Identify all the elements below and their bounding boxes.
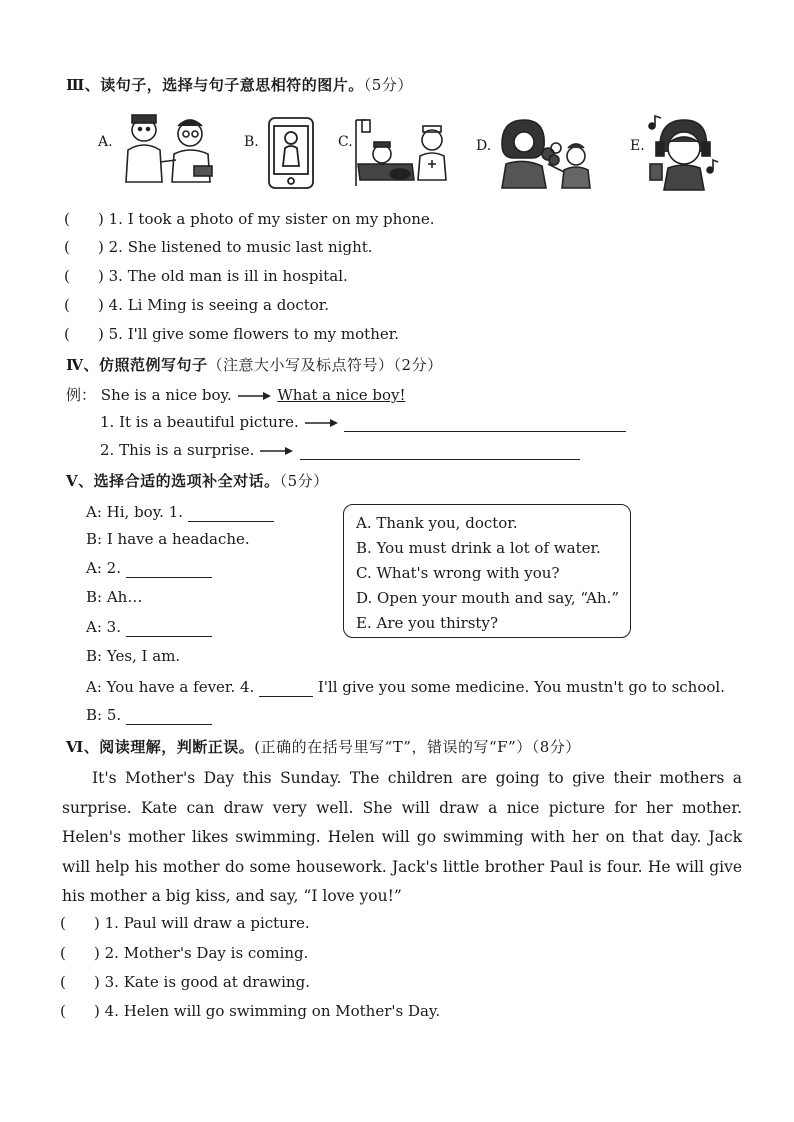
dialogue-line-5 xyxy=(86,618,212,637)
question-text: 1. Paul will draw a picture. xyxy=(104,914,310,932)
section6-note: (正确的在括号里写“T”，错误的写“F”） xyxy=(254,738,532,756)
dialogue-text-after: I'll give you some medicine. You mustn't go to school. xyxy=(317,678,725,696)
answer-bracket[interactable]: ( xyxy=(60,1002,66,1020)
bracket-close: ) xyxy=(94,914,100,932)
arrow-right-icon xyxy=(237,391,273,401)
question-text: 2. Mother's Day is coming. xyxy=(104,944,309,962)
section6-item-3 xyxy=(60,973,310,991)
section4-item-2 xyxy=(100,441,580,460)
answer-bracket[interactable]: ( xyxy=(64,267,70,285)
section6-title: Ⅵ、阅读理解，判断正误。 xyxy=(66,738,255,756)
bracket-close: ) xyxy=(94,973,100,991)
dialogue-line-4 xyxy=(86,588,142,606)
picture-label-a: A. xyxy=(98,134,113,150)
dialogue-line-6 xyxy=(86,647,180,665)
section6-points: （8分） xyxy=(531,738,581,756)
dialogue-line-1 xyxy=(86,503,274,522)
section4-points: （2分） xyxy=(393,356,443,374)
doctor-patient-icon xyxy=(116,110,220,188)
dialogue-text: B: I have a headache. xyxy=(86,530,250,548)
answer-bracket[interactable]: ( xyxy=(64,296,70,314)
music-listening-icon xyxy=(644,112,720,192)
section4-title: Ⅳ、仿照范例写句子 xyxy=(66,356,208,374)
question-text: 2. She listened to music last night. xyxy=(108,238,373,256)
question-text: 3. The old man is ill in hospital. xyxy=(108,267,348,285)
option-text: You must drink a lot of water. xyxy=(376,539,601,557)
option-letter: E. xyxy=(356,614,372,632)
section3-item-1 xyxy=(64,210,435,228)
answer-bracket[interactable]: ( xyxy=(60,973,66,991)
option-letter: C. xyxy=(356,564,372,582)
option-b xyxy=(356,536,630,561)
bracket-close: ) xyxy=(98,210,104,228)
example-label: 例： xyxy=(66,386,97,404)
bracket-close: ) xyxy=(98,325,104,343)
section5-title: Ⅴ、选择合适的选项补全对话。 xyxy=(66,472,280,490)
flowers-mother-icon xyxy=(492,114,600,190)
answer-line[interactable] xyxy=(126,618,212,637)
section3-heading xyxy=(66,74,413,95)
phone-photo-icon xyxy=(266,116,316,190)
question-text: 5. I'll give some flowers to my mother. xyxy=(108,325,400,343)
answer-bracket[interactable]: ( xyxy=(64,210,70,228)
options-box xyxy=(343,504,631,638)
option-letter: D. xyxy=(356,589,373,607)
dialogue-line-2 xyxy=(86,530,250,548)
dialogue-text: A: You have a fever. 4. xyxy=(86,678,255,696)
dialogue-text: A: 2. xyxy=(86,559,121,577)
option-text: Thank you, doctor. xyxy=(376,514,518,532)
section3-item-2 xyxy=(64,238,373,256)
section4-heading xyxy=(66,354,443,375)
bracket-close: ) xyxy=(94,944,100,962)
option-e xyxy=(356,611,630,636)
section5-points: （5分） xyxy=(279,472,329,490)
dialogue-text: B: Ah… xyxy=(86,588,143,606)
dialogue-line-7 xyxy=(86,678,725,697)
answer-line[interactable] xyxy=(126,559,212,578)
example-answer: What a nice boy! xyxy=(277,386,406,404)
answer-bracket[interactable]: ( xyxy=(64,325,70,343)
passage-text: It's Mother's Day this Sunday. The children are going to give their mothers a surprise. Kate can draw very well. She will draw a nice picture for her mother. Helen's mother likes swimming. Helen will go swimming with her on that day. Jack will help his mother do some housework. Jack's little brother Paul is four. He will give his mother a big kiss, and say, “I love you!” xyxy=(62,769,742,905)
answer-line[interactable] xyxy=(259,678,313,697)
question-text: 1. It is a beautiful picture. xyxy=(100,413,299,431)
option-d xyxy=(356,586,630,611)
section3-points: （5分） xyxy=(363,76,413,94)
section6-item-2 xyxy=(60,944,308,962)
section3-item-3 xyxy=(64,267,348,285)
dialogue-text: A: Hi, boy. 1. xyxy=(86,503,184,521)
answer-bracket[interactable]: ( xyxy=(64,238,70,256)
bracket-close: ) xyxy=(98,267,104,285)
question-text: 2. This is a surprise. xyxy=(100,441,255,459)
answer-line[interactable] xyxy=(300,441,580,460)
bracket-close: ) xyxy=(94,1002,100,1020)
dialogue-line-8 xyxy=(86,706,212,725)
option-text: What's wrong with you? xyxy=(376,564,560,582)
option-a xyxy=(356,511,630,536)
answer-bracket[interactable]: ( xyxy=(60,914,66,932)
question-text: 1. I took a photo of my sister on my phone. xyxy=(108,210,435,228)
example-text: She is a nice boy. xyxy=(100,386,232,404)
section4-item-1 xyxy=(100,413,626,432)
hospital-bed-icon xyxy=(352,114,456,188)
option-text: Open your mouth and say, “Ah.” xyxy=(377,589,620,607)
option-letter: B. xyxy=(356,539,372,557)
picture-label-d: D. xyxy=(476,138,492,154)
section3-item-4 xyxy=(64,296,329,314)
bracket-close: ) xyxy=(98,296,104,314)
dialogue-text: A: 3. xyxy=(86,618,121,636)
answer-line[interactable] xyxy=(188,503,274,522)
arrow-right-icon xyxy=(304,418,340,428)
option-c xyxy=(356,561,630,586)
section4-note: （注意大小写及标点符号） xyxy=(207,356,394,374)
bracket-close: ) xyxy=(98,238,104,256)
arrow-right-icon xyxy=(259,446,295,456)
reading-passage xyxy=(62,764,742,912)
section3-item-5 xyxy=(64,325,399,343)
picture-label-b: B. xyxy=(244,134,259,150)
dialogue-text: B: 5. xyxy=(86,706,122,724)
question-text: 4. Li Ming is seeing a doctor. xyxy=(108,296,330,314)
answer-line[interactable] xyxy=(126,706,212,725)
option-letter: A. xyxy=(356,514,372,532)
dialogue-line-3 xyxy=(86,559,212,578)
question-text: 3. Kate is good at drawing. xyxy=(104,973,310,991)
section6-item-4 xyxy=(60,1002,440,1020)
answer-bracket[interactable]: ( xyxy=(60,944,66,962)
section4-example xyxy=(66,384,405,405)
picture-label-e: E. xyxy=(630,138,645,154)
dialogue-text: B: Yes, I am. xyxy=(86,647,181,665)
question-text: 4. Helen will go swimming on Mother's Day. xyxy=(104,1002,441,1020)
section6-heading xyxy=(66,736,581,757)
section3-title: Ⅲ、读句子，选择与句子意思相符的图片。 xyxy=(66,76,364,94)
section6-item-1 xyxy=(60,914,310,932)
answer-line[interactable] xyxy=(344,413,626,432)
option-text: Are you thirsty? xyxy=(376,614,498,632)
picture-label-c: C. xyxy=(338,134,353,150)
section5-heading xyxy=(66,470,329,491)
